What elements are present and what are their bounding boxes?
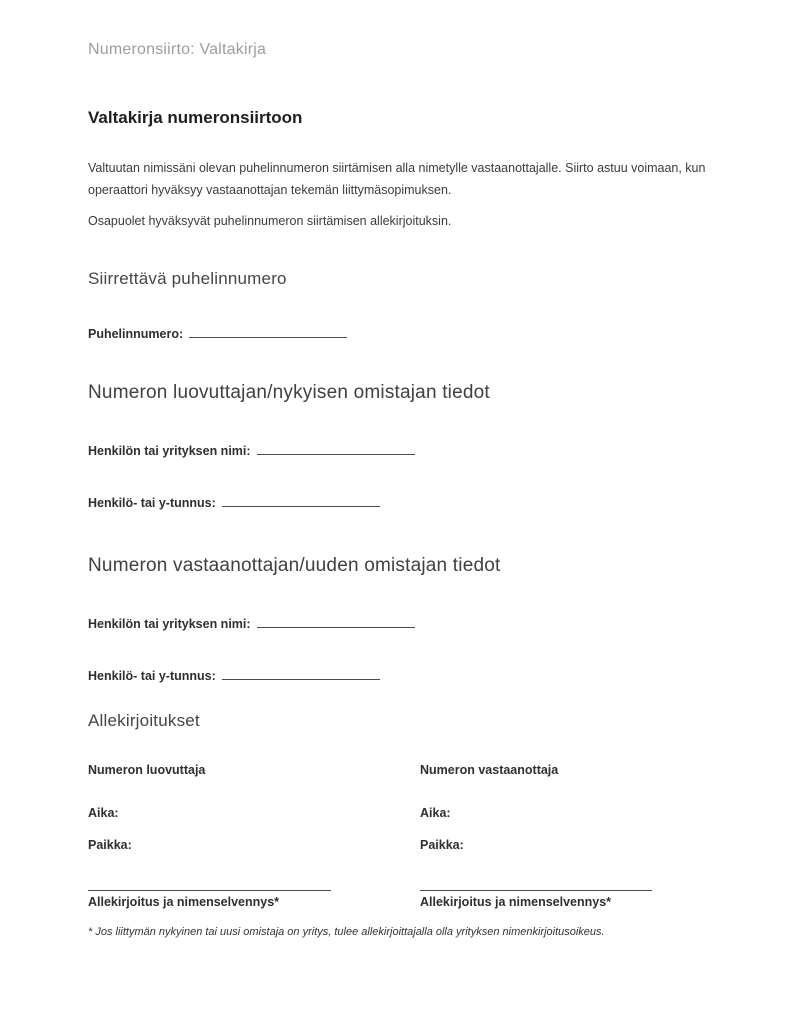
transferor-signature-line: [88, 890, 331, 891]
new-owner-id-label: Henkilö- tai y-tunnus:: [88, 669, 216, 683]
signatures-section-heading: Allekirjoitukset: [88, 711, 200, 730]
intro-paragraph-2: Osapuolet hyväksyvät puhelinnumeron siirtämisen allekirjoituksin.: [88, 214, 452, 228]
recipient-date-label: Aika:: [420, 806, 451, 820]
document-header: Numeronsiirto: Valtakirja: [88, 41, 267, 58]
new-owner-id-field-row: [88, 666, 720, 685]
current-owner-section-heading: Numeron luovuttajan/nykyisen omistajan tiedot: [88, 382, 490, 403]
current-owner-id-blank: [222, 493, 380, 507]
new-owner-name-label: Henkilön tai yrityksen nimi:: [88, 617, 251, 631]
signatures-grid: [88, 762, 720, 911]
transferor-party-label: Numeron luovuttaja: [88, 763, 206, 777]
current-owner-id-label: Henkilö- tai y-tunnus:: [88, 496, 216, 510]
new-owner-id-blank: [222, 666, 380, 680]
new-owner-name-field-row: [88, 614, 720, 633]
new-owner-name-blank: [257, 614, 415, 628]
current-owner-name-label: Henkilön tai yrityksen nimi:: [88, 444, 251, 458]
current-owner-name-field-row: [88, 441, 720, 460]
phone-section-heading: Siirrettävä puhelinnumero: [88, 269, 287, 288]
recipient-party-label: Numeron vastaanottaja: [420, 763, 559, 777]
document-title: Valtakirja numeronsiirtoon: [88, 108, 303, 127]
intro-paragraphs: [88, 157, 720, 232]
signature-column-recipient: [420, 762, 720, 911]
recipient-signature-line: [420, 890, 652, 891]
phone-number-field-row: [88, 324, 720, 343]
transferor-place-label: Paikka:: [88, 838, 132, 852]
signature-column-transferor: [88, 762, 420, 911]
footnote: * Jos liittymän nykyinen tai uusi omistaja on yritys, tulee allekirjoittajalla olla yrityksen nimenkirjoitusoikeus.: [88, 926, 605, 938]
recipient-signature-caption: Allekirjoitus ja nimenselvennys*: [420, 895, 612, 909]
intro-paragraph-1: Valtuutan nimissäni olevan puhelinnumeron siirtämisen alla nimetylle vastaanottajalle. Siirto astuu voimaan, kun operaattori hyväksyy vastaanottajan tekemän liittymäsopimuksen.: [88, 161, 706, 197]
phone-number-blank: [189, 324, 347, 338]
current-owner-id-field-row: [88, 493, 720, 512]
current-owner-name-blank: [257, 441, 415, 455]
phone-number-label: Puhelinnumero:: [88, 327, 184, 341]
transferor-date-label: Aika:: [88, 806, 119, 820]
recipient-place-label: Paikka:: [420, 838, 464, 852]
new-owner-section-heading: Numeron vastaanottajan/uuden omistajan tiedot: [88, 555, 501, 576]
transferor-signature-caption: Allekirjoitus ja nimenselvennys*: [88, 895, 280, 909]
